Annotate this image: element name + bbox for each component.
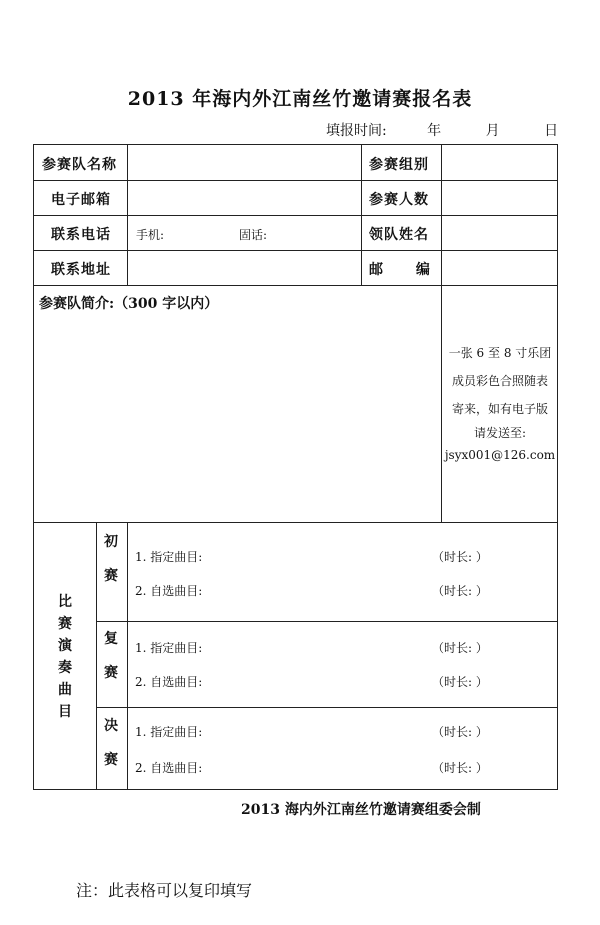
photo-note-line: 成员彩色合照随表 (451, 374, 548, 388)
round-2-item-1: 1. 指定曲目: (135, 641, 203, 655)
year-label: 年 (427, 123, 442, 139)
round-3-name-b: 赛 (104, 752, 119, 768)
photo-note-line: 寄来，如有电子版 (451, 402, 548, 416)
phone-label: 联系电话 (51, 227, 111, 243)
round-2-name-a: 复 (104, 631, 119, 647)
leader-label: 领队姓名 (369, 227, 429, 243)
round-2-name-b: 赛 (104, 665, 119, 681)
landline-label: 固话: (239, 228, 268, 242)
group-label: 参赛组别 (369, 157, 429, 173)
form-title: 2013 年海内外江南丝竹邀请赛报名表 (127, 88, 473, 110)
fill-date-line (326, 120, 558, 140)
participants-label: 参赛人数 (369, 192, 429, 208)
email-label: 电子邮箱 (51, 192, 111, 208)
round-2-item-2: 2. 自选曲目: (135, 675, 203, 689)
month-label: 月 (485, 123, 500, 139)
photo-note-line: 请发送至: (473, 426, 527, 440)
round-3-name-a: 决 (104, 718, 119, 734)
fill-date-label: 填报时间: (326, 123, 387, 139)
postcode-label: 邮 编 (369, 262, 431, 278)
round-1-item-2: 2. 自选曲目: (135, 584, 203, 598)
registration-table (33, 144, 558, 790)
photo-note-line: 一张 6 至 8 寸乐团 (448, 346, 552, 360)
day-label: 日 (544, 123, 559, 139)
round-3-item-1: 1. 指定曲目: (135, 725, 203, 739)
round-2-duration-1: （时长: ） (432, 641, 488, 655)
round-1-duration-1: （时长: ） (432, 550, 488, 564)
copy-note: 注：此表格可以复印填写 (76, 881, 253, 900)
mobile-label: 手机: (136, 228, 165, 242)
organizer-footer: 2013 海内外江南丝竹邀请赛组委会制 (241, 802, 481, 818)
round-3-duration-1: （时长: ） (432, 725, 488, 739)
round-1-item-1: 1. 指定曲目: (135, 550, 203, 564)
round-3-duration-2: （时长: ） (432, 761, 488, 775)
round-2-duration-2: （时长: ） (432, 675, 488, 689)
team-name-label: 参赛队名称 (42, 157, 117, 173)
round-1-name-b: 赛 (104, 568, 119, 584)
round-3-item-2: 2. 自选曲目: (135, 761, 203, 775)
round-1-duration-2: （时长: ） (432, 584, 488, 598)
team-intro-label: 参赛队简介:（300 字以内） (39, 296, 219, 312)
round-1-name-a: 初 (104, 534, 119, 550)
photo-note-email: jsyx001@126.com (444, 448, 556, 462)
address-label: 联系地址 (51, 262, 111, 278)
pieces-side-label: 比 赛 演 奏 曲 目 (58, 594, 72, 720)
